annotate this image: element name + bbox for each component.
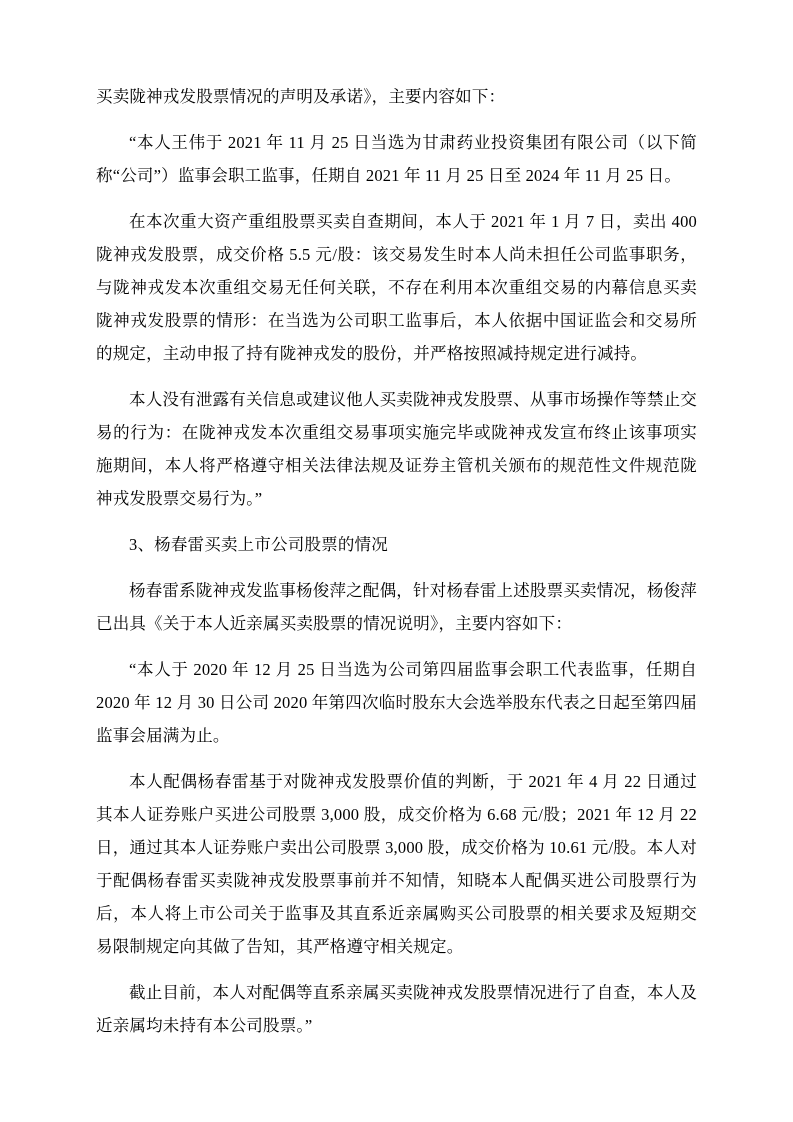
- document-body: [96, 80, 697, 1042]
- paragraph-spouse-trades-detail: 本人配偶杨春雷基于对陇神戎发股票价值的判断，于 2021 年 4 月 22 日通过其本人证券账户买进公司股票 3,000 股，成交价格为 6.68 元/股；2021 年 12 月 22 日，通过其本人证券账户卖出公司股票 3,000 股，成交价格为 10.61 元/股。本人对于配偶杨春雷买卖陇神戎发股票事前并不知情，知晓本人配偶买进公司股票行为后，本人将上市公司关于监事及其直系近亲属购买公司股票的相关要求及短期交易限制规定向其做了告知，其严格遵守相关规定。: [96, 772, 697, 956]
- paragraph-wangwei-election: “本人王伟于 2021 年 11 月 25 日当选为甘肃药业投资集团有限公司（以下简称“公司”）监事会职工监事，任期自 2021 年 11 月 25 日至 2024 年 11 月 25 日。: [96, 133, 697, 185]
- paragraph-yangjunping-election: “本人于 2020 年 12 月 25 日当选为公司第四届监事会职工代表监事，任期自 2020 年 12 月 30 日公司 2020 年第四次临时股东大会选举股东代表之日起至第四届监事会届满为止。: [96, 660, 697, 745]
- paragraph-continuation: 买卖陇神戎发股票情况的声明及承诺》，主要内容如下：: [96, 87, 506, 106]
- paragraph-self-check-conclusion: 截止目前，本人对配偶等直系亲属买卖陇神戎发股票情况进行了自查，本人及近亲属均未持有本公司股票。”: [96, 983, 697, 1035]
- paragraph-no-leak-commitment: 本人没有泄露有关信息或建议他人买卖陇神戎发股票、从事市场操作等禁止交易的行为：在陇神戎发本次重组交易事项实施完毕或陇神戎发宣布终止该事项实施期间，本人将严格遵守相关法律法规及证券主管机关颁布的规范性文件规范陇神戎发股票交易行为。”: [96, 390, 697, 508]
- section-heading-yangchunlei: 3、杨春雷买卖上市公司股票的情况: [129, 535, 388, 554]
- paragraph-spouse-relation: 杨春雷系陇神戎发监事杨俊萍之配偶，针对杨春雷上述股票买卖情况，杨俊萍已出具《关于本人近亲属买卖股票的情况说明》，主要内容如下：: [96, 581, 697, 633]
- paragraph-self-check-trade: 在本次重大资产重组股票买卖自查期间，本人于 2021 年 1 月 7 日，卖出 400 陇神戎发股票，成交价格 5.5 元/股：该交易发生时本人尚未担任公司监事职务，与陇神戎发本次重组交易无任何关联，不存在利用本次重组交易的内幕信息买卖陇神戎发股票的情形：在当选为公司职工监事后，本人依据中国证监会和交易所的规定，主动申报了持有陇神戎发的股份，并严格按照减持规定进行减持。: [96, 212, 697, 363]
